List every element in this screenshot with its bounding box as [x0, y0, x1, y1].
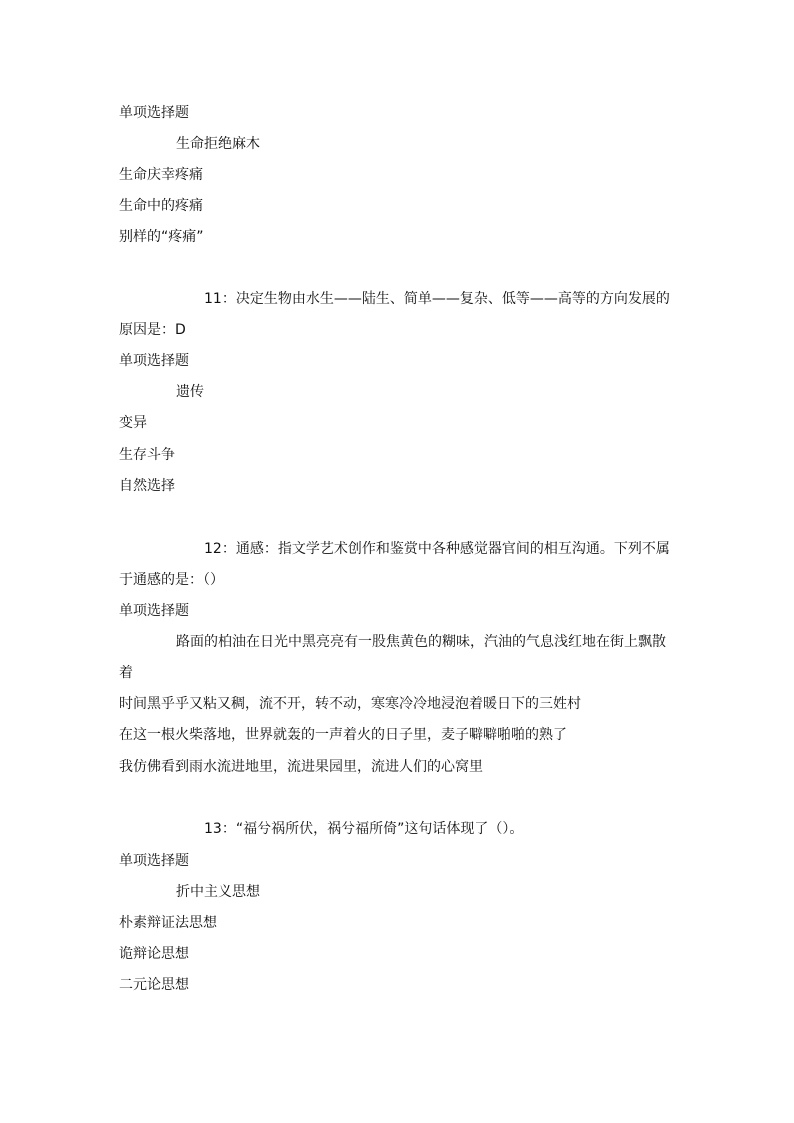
question-12-stem: 12：通感：指文学艺术创作和鉴赏中各种感觉器官间的相互沟通。下列不属 — [204, 541, 670, 557]
option-b: 变异 — [119, 415, 147, 431]
question-type-label: 单项选择题 — [119, 853, 189, 869]
option-b: 生命庆幸疼痛 — [119, 167, 203, 183]
option-a: 生命拒绝麻木 — [176, 136, 260, 152]
option-c: 生存斗争 — [119, 447, 175, 463]
option-d: 二元论思想 — [119, 977, 189, 993]
option-a: 折中主义思想 — [176, 884, 260, 900]
option-b: 朴素辩证法思想 — [119, 915, 217, 931]
question-11-stem: 11：决定生物由水生——陆生、简单——复杂、低等——高等的方向发展的 — [204, 291, 670, 307]
question-11-stem-cont: 原因是：D — [119, 322, 186, 338]
option-d: 我仿佛看到雨水流进地里，流进果园里，流进人们的心窝里 — [119, 759, 483, 775]
question-12-stem-cont: 于通感的是：（） — [119, 572, 224, 588]
option-d: 自然选择 — [119, 478, 175, 494]
option-c: 在这一根火柴落地，世界就轰的一声着火的日子里，麦子噼噼啪啪的熟了 — [119, 727, 567, 743]
option-d: 别样的“疼痛” — [119, 229, 204, 245]
option-c: 生命中的疼痛 — [119, 198, 203, 214]
option-a-cont: 着 — [119, 665, 133, 681]
question-13-stem: 13：“福兮祸所伏，祸兮福所倚”这句话体现了（）。 — [204, 821, 524, 837]
option-a: 遗传 — [176, 384, 204, 400]
option-a: 路面的柏油在日光中黑亮亮有一股焦黄色的糊味，汽油的气息浅红地在街上飘散 — [176, 634, 666, 650]
option-c: 诡辩论思想 — [119, 946, 189, 962]
question-type-label: 单项选择题 — [119, 353, 189, 369]
option-b: 时间黑乎乎又粘又稠，流不开，转不动，寒寒冷冷地浸泡着暖日下的三姓村 — [119, 696, 581, 712]
question-type-label: 单项选择题 — [119, 603, 189, 619]
question-type-label: 单项选择题 — [119, 105, 189, 121]
